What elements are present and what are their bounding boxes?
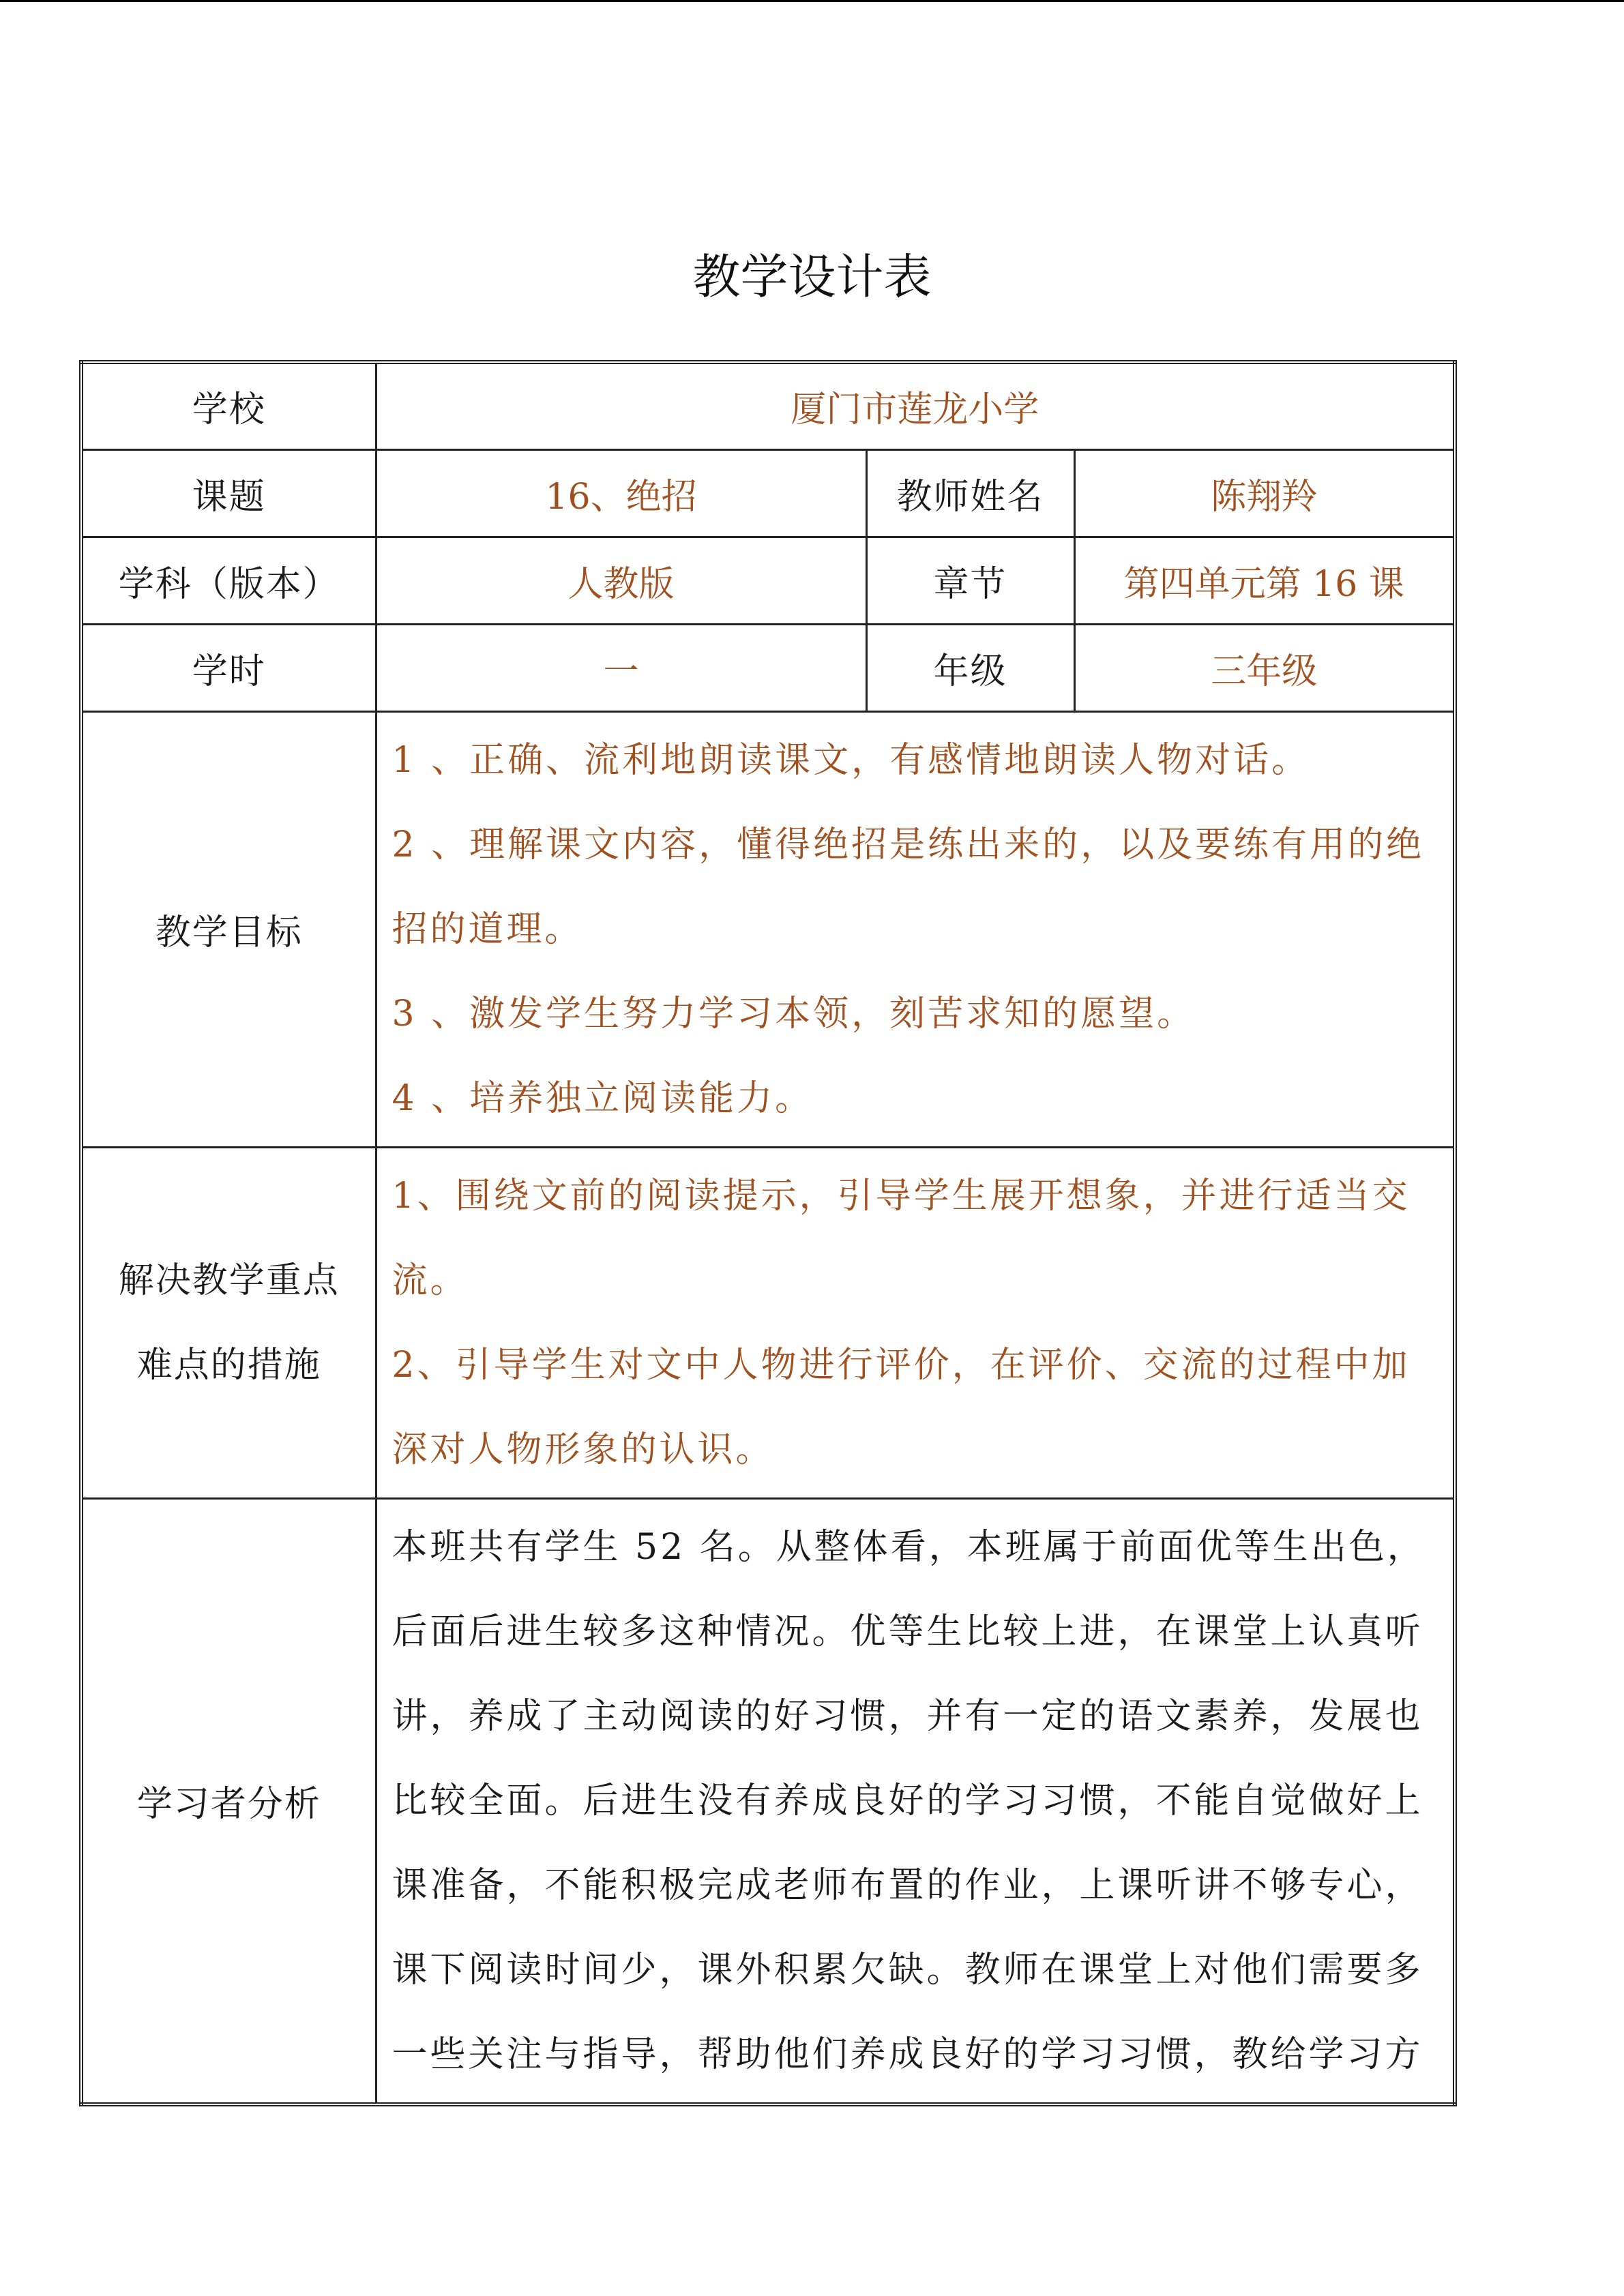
chapter-label: 章节 <box>866 537 1074 624</box>
top-border-line <box>0 0 1624 2</box>
objectives-label: 教学目标 <box>81 711 376 1147</box>
table-row-measures <box>81 1147 1455 1498</box>
grade-value: 三年级 <box>1074 624 1455 711</box>
subject-value: 人教版 <box>376 537 866 624</box>
measures-label-line1: 解决教学重点 <box>118 1259 340 1301</box>
learner-analysis-label: 学习者分析 <box>81 1498 376 2104</box>
table-row-subject <box>81 537 1455 624</box>
hours-value: 一 <box>376 624 866 711</box>
measure-item: 1、围绕文前的阅读提示，引导学生展开想象，并进行适当交流。 <box>392 1175 1411 1301</box>
topic-value: 16、绝招 <box>376 449 866 537</box>
table-row-school <box>81 362 1455 449</box>
chapter-value: 第四单元第 16 课 <box>1074 537 1455 624</box>
measures-content <box>376 1147 1455 1498</box>
teacher-name-label: 教师姓名 <box>866 449 1074 537</box>
objectives-content <box>376 711 1455 1147</box>
table-row-objectives <box>81 711 1455 1147</box>
table-row-topic <box>81 449 1455 537</box>
objective-item: 3 、激发学生努力学习本领，刻苦求知的愿望。 <box>392 993 1196 1034</box>
topic-label: 课题 <box>81 449 376 537</box>
school-label: 学校 <box>81 362 376 449</box>
table-row-learner-analysis <box>81 1498 1455 2104</box>
objective-item: 2 、理解课文内容，懂得绝招是练出来的，以及要练有用的绝招的道理。 <box>392 824 1425 950</box>
page-title: 教学设计表 <box>692 249 932 305</box>
learner-analysis-content <box>376 1498 1455 2104</box>
objective-item: 4 、培养独立阅读能力。 <box>392 1077 814 1119</box>
table-row-hours <box>81 624 1455 711</box>
school-value: 厦门市莲龙小学 <box>376 362 1455 449</box>
teacher-name-value: 陈翔羚 <box>1074 449 1455 537</box>
learner-analysis-text: 本班共有学生 52 名。从整体看，本班属于前面优等生出色，后面后进生较多这种情况。优等生比较上进，在课堂上认真听讲，养成了主动阅读的好习惯，并有一定的语文素养，发展也比较全面。后进生没有养成良好的学习习惯，不能自觉做好上课准备，不能积极完成老师布置的作业，上课听讲不够专心，课下阅读时间少，课外积累欠缺。教师在课堂上对他们需要多一些关注与指导，帮助他们养成良好的学习习惯，教给学习方 <box>392 1526 1426 2075</box>
subject-label: 学科（版本） <box>81 537 376 624</box>
objective-item: 1 、正确、流利地朗读课文，有感情地朗读人物对话。 <box>392 739 1310 781</box>
teaching-design-table <box>79 360 1457 2106</box>
hours-label: 学时 <box>81 624 376 711</box>
grade-label: 年级 <box>866 624 1074 711</box>
measures-label-line2: 难点的措施 <box>136 1344 321 1386</box>
measure-item: 2、引导学生对文中人物进行评价，在评价、交流的过程中加深对人物形象的认识。 <box>392 1344 1411 1470</box>
measures-label <box>81 1147 376 1498</box>
